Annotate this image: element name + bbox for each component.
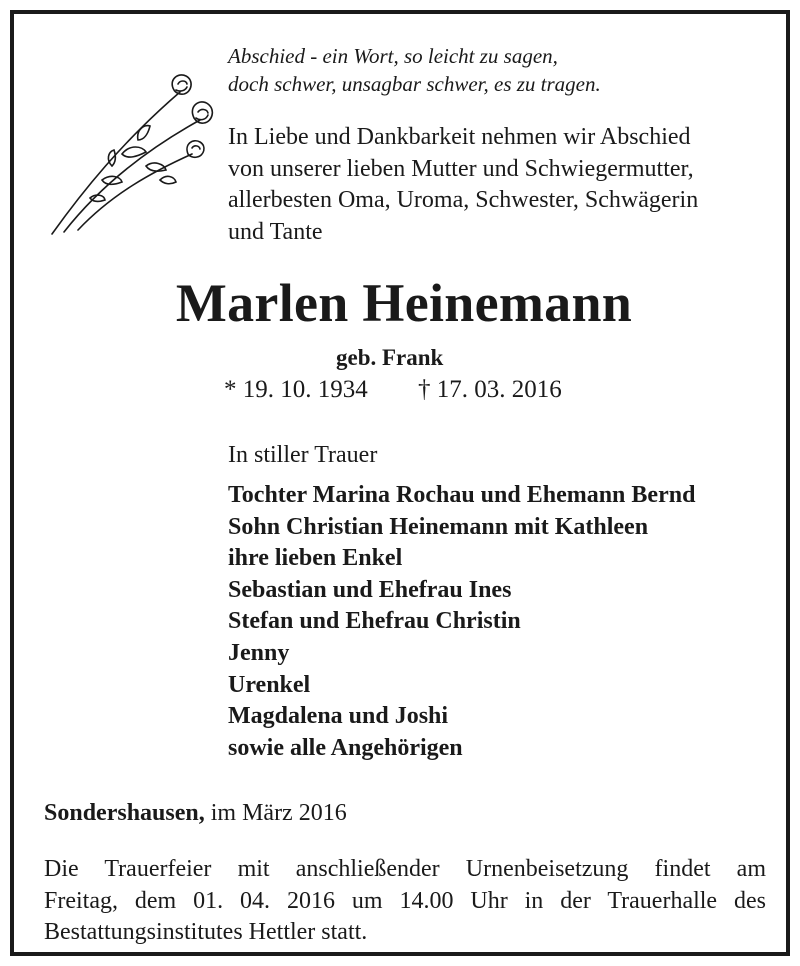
notice-line: Die Trauerfeier mit anschließender Urnenbeisetzung findet am <box>44 856 766 882</box>
mourner-line: sowie alle Angehörigen <box>228 734 463 761</box>
poem-line: Abschied - ein Wort, so leicht zu sagen, <box>228 44 558 68</box>
mourner-line: Jenny <box>228 639 290 666</box>
intro-text <box>228 122 698 248</box>
obituary-frame <box>10 10 790 956</box>
maiden-name: geb. Frank <box>336 345 444 370</box>
mourner-line: ihre lieben Enkel <box>228 545 403 572</box>
intro-line: von unserer lieben Mutter und Schwiegermutter, <box>228 155 694 182</box>
mourner-line: Urenkel <box>228 671 311 698</box>
notice-line: Bestattungsinstitutes Hettler statt. <box>44 919 368 945</box>
mourner-line: Sebastian und Ehefrau Ines <box>228 576 512 603</box>
mourners-list <box>228 480 695 764</box>
mourner-line: Magdalena und Joshi <box>228 703 449 730</box>
mourner-line: Stefan und Ehefrau Christin <box>228 608 521 635</box>
rose-bouquet-icon <box>42 62 242 242</box>
intro-line: In Liebe und Dankbarkeit nehmen wir Abschied <box>228 124 691 150</box>
mourning-label: In stiller Trauer <box>228 442 378 468</box>
intro-line: und Tante <box>228 218 323 245</box>
poem <box>228 42 601 98</box>
death-date: † 17. 03. 2016 <box>418 376 562 403</box>
place-month: im März 2016 <box>204 800 347 826</box>
mourner-line: Tochter Marina Rochau und Ehemann Bernd <box>228 482 696 508</box>
life-dates <box>224 374 562 406</box>
funeral-notice <box>44 854 766 949</box>
place-city: Sondershausen, <box>44 800 205 826</box>
place-date <box>44 798 347 828</box>
intro-line: allerbesten Oma, Uroma, Schwester, Schwägerin <box>228 187 699 213</box>
poem-line: doch schwer, unsagbar schwer, es zu tragen. <box>228 72 601 96</box>
birth-date: * 19. 10. 1934 <box>224 376 368 403</box>
mourner-line: Sohn Christian Heinemann mit Kathleen <box>228 513 649 540</box>
notice-line: Freitag, dem 01. 04. 2016 um 14.00 Uhr in der Trauerhalle des <box>44 887 766 914</box>
deceased-name: Marlen Heinemann <box>175 273 633 333</box>
